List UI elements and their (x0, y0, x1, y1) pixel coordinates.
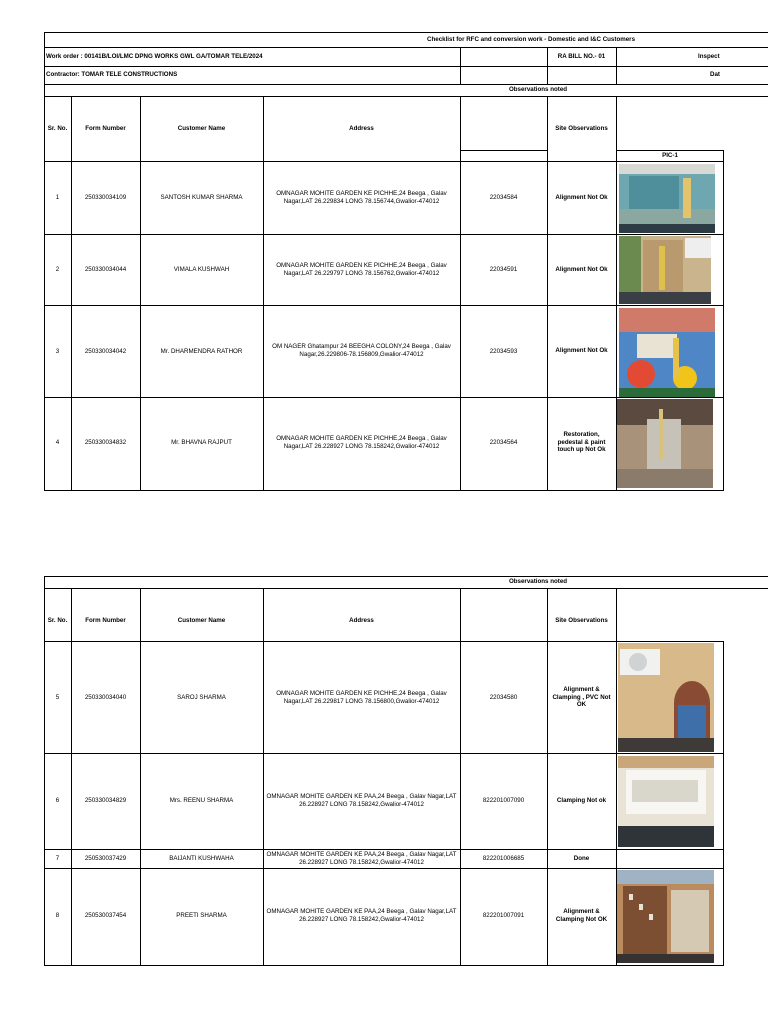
cell-observation: Alignment Not Ok (555, 266, 608, 273)
col-header-name: Customer Name (177, 125, 226, 132)
cell-meter: 22034564 (489, 439, 518, 446)
cell-name: SAROJ SHARMA (177, 694, 226, 701)
grid-line (71, 96, 72, 491)
grid-line (460, 96, 461, 491)
grid-line (723, 641, 724, 966)
grid-line (460, 588, 461, 966)
grid-line (44, 641, 724, 642)
grid-line (547, 96, 548, 491)
grid-line (44, 305, 724, 306)
grid-line (44, 32, 768, 33)
observations-label: Observations noted (508, 578, 568, 585)
grid-line (460, 47, 461, 84)
cell-meter: 22034591 (489, 266, 518, 273)
cell-address: OMNAGAR MOHITE GARDEN KE PICHHE,24 Beega , Galav Nagar,LAT 26.229817 LONG 78.156800,Gwalior-474012 (276, 690, 447, 705)
cell-form: 250330034832 (84, 439, 127, 446)
cell-form: 250330034042 (84, 348, 127, 355)
grid-line (44, 96, 768, 97)
cell-name: BAIJANTI KUSHWAHA (169, 855, 234, 862)
grid-line (44, 47, 768, 48)
col-header-site-obs: Site Observations (555, 125, 608, 132)
cell-sr: 6 (55, 797, 60, 804)
site-photo-6 (618, 756, 714, 847)
cell-sr: 4 (55, 439, 60, 446)
cell-observation: Alignment & Clamping Not OK (555, 908, 608, 923)
grid-line (44, 161, 724, 162)
cell-meter: 22034584 (489, 194, 518, 201)
grid-line (44, 849, 724, 850)
observations-label: Observations noted (508, 86, 568, 93)
cell-name: Mr. BHAVNA RAJPUT (171, 439, 232, 446)
ra-bill-number: RA BILL NO.- 01 (557, 53, 606, 60)
grid-line (44, 490, 724, 491)
grid-line (44, 234, 724, 235)
cell-observation: Alignment & Clamping , PVC Not OK (552, 686, 611, 708)
cell-address: OMNAGAR MOHITE GARDEN KE PAA,24 Beega , Galav Nagar,LAT 26.228927 LONG 78.158242,Gwalior-474012 (266, 908, 457, 923)
col-header-address: Address (349, 617, 374, 624)
cell-address: OMNAGAR MOHITE GARDEN KE PAA,24 Beega , Galav Nagar,LAT 26.228927 LONG 78.158242,Gwalior-474012 (266, 793, 457, 808)
cell-address: OMNAGAR MOHITE GARDEN KE PICHHE,24 Beega , Galav Nagar,LAT 26.229797 LONG 78.156762,Gwalior-474012 (276, 262, 447, 277)
cell-observation: Alignment Not Ok (555, 194, 608, 201)
cell-observation: Clamping Not ok (556, 797, 607, 804)
cell-address: OMNAGAR MOHITE GARDEN KE PICHHE,24 Beega , Galav Nagar,LAT 26.229834 LONG 78.156744,Gwalior-474012 (276, 190, 447, 205)
grid-line (723, 150, 724, 491)
grid-line (263, 96, 264, 491)
cell-form: 250530037454 (84, 912, 127, 919)
work-order: Work order : 00141B/LOI/LMC DPNG WORKS GWL GA/TOMAR TELE/2024 (46, 53, 263, 60)
grid-line (44, 753, 724, 754)
contractor: Contractor: TOMAR TELE CONSTRUCTIONS (46, 71, 178, 78)
cell-address: OMNAGAR MOHITE GARDEN KE PAA,24 Beega , Galav Nagar,LAT 26.228927 LONG 78.158242,Gwalior-474012 (266, 851, 457, 866)
grid-line (44, 32, 45, 491)
col-header-address: Address (349, 125, 374, 132)
site-photo-2 (619, 236, 711, 304)
grid-line (616, 150, 724, 151)
inspection-label: Inspect (698, 53, 720, 60)
cell-name: Mr. DHARMENDRA RATHOR (160, 348, 243, 355)
cell-observation: Restoration, pedestal & paint touch up Not Ok (557, 431, 606, 453)
site-photo-5 (618, 643, 714, 752)
cell-meter: 822201007090 (482, 797, 525, 804)
cell-observation: Done (573, 855, 590, 862)
col-header-form: Form Number (85, 125, 126, 132)
col-header-form: Form Number (85, 617, 126, 624)
grid-line (44, 868, 724, 869)
col-header-pic: PIC-1 (662, 152, 678, 159)
cell-meter: 22034593 (489, 348, 518, 355)
col-header-sr: Sr. No. (47, 125, 68, 132)
grid-line (44, 576, 768, 577)
cell-name: SANTOSH KUMAR SHARMA (160, 194, 243, 201)
cell-sr: 8 (55, 912, 60, 919)
cell-sr: 2 (55, 266, 60, 273)
col-header-name: Customer Name (177, 617, 226, 624)
grid-line (263, 588, 264, 966)
date-label: Dat (710, 71, 720, 78)
cell-address: OM NAGER Ghatampur 24 BEEGHA COLONY,24 Beega , Galav Nagar,26.229806-78.156809,Gwalior-474012 (272, 343, 451, 358)
site-photo-4 (617, 399, 713, 488)
col-header-sr: Sr. No. (47, 617, 68, 624)
cell-form: 250330034040 (84, 694, 127, 701)
grid-line (44, 588, 768, 589)
grid-line (44, 84, 768, 85)
grid-line (44, 397, 724, 398)
grid-line (140, 588, 141, 966)
cell-name: PREETI SHARMA (176, 912, 227, 919)
grid-line (140, 96, 141, 491)
cell-sr: 5 (55, 694, 60, 701)
cell-sr: 3 (55, 348, 60, 355)
site-photo-1 (619, 164, 715, 233)
grid-line (44, 66, 768, 67)
grid-line (71, 588, 72, 966)
col-header-site-obs: Site Observations (555, 617, 608, 624)
grid-line (44, 965, 724, 966)
grid-line (44, 576, 45, 966)
grid-line (547, 588, 548, 966)
cell-sr: 1 (55, 194, 60, 201)
cell-meter: 22034580 (489, 694, 518, 701)
cell-sr: 7 (55, 855, 60, 862)
cell-form: 250330034109 (84, 194, 127, 201)
cell-name: Mrs. REENU SHARMA (169, 797, 234, 804)
grid-line (460, 150, 547, 151)
sheet-title: Checklist for RFC and conversion work - Domestic and I&C Customers (427, 36, 636, 43)
cell-form: 250330034044 (84, 266, 127, 273)
cell-name: VIMALA KUSHWAH (173, 266, 230, 273)
cell-form: 250530037429 (84, 855, 127, 862)
site-photo-3 (619, 308, 715, 397)
cell-meter: 822201006685 (482, 855, 525, 862)
grid-line (616, 47, 617, 84)
cell-address: OMNAGAR MOHITE GARDEN KE PICHHE,24 Beega , Galav Nagar,LAT 26.228927 LONG 78.158242,Gwalior-474012 (276, 435, 447, 450)
cell-meter: 822201007091 (482, 912, 525, 919)
cell-form: 250330034829 (84, 797, 127, 804)
cell-observation: Alignment Not Ok (555, 347, 608, 354)
site-photo-8 (617, 870, 714, 963)
